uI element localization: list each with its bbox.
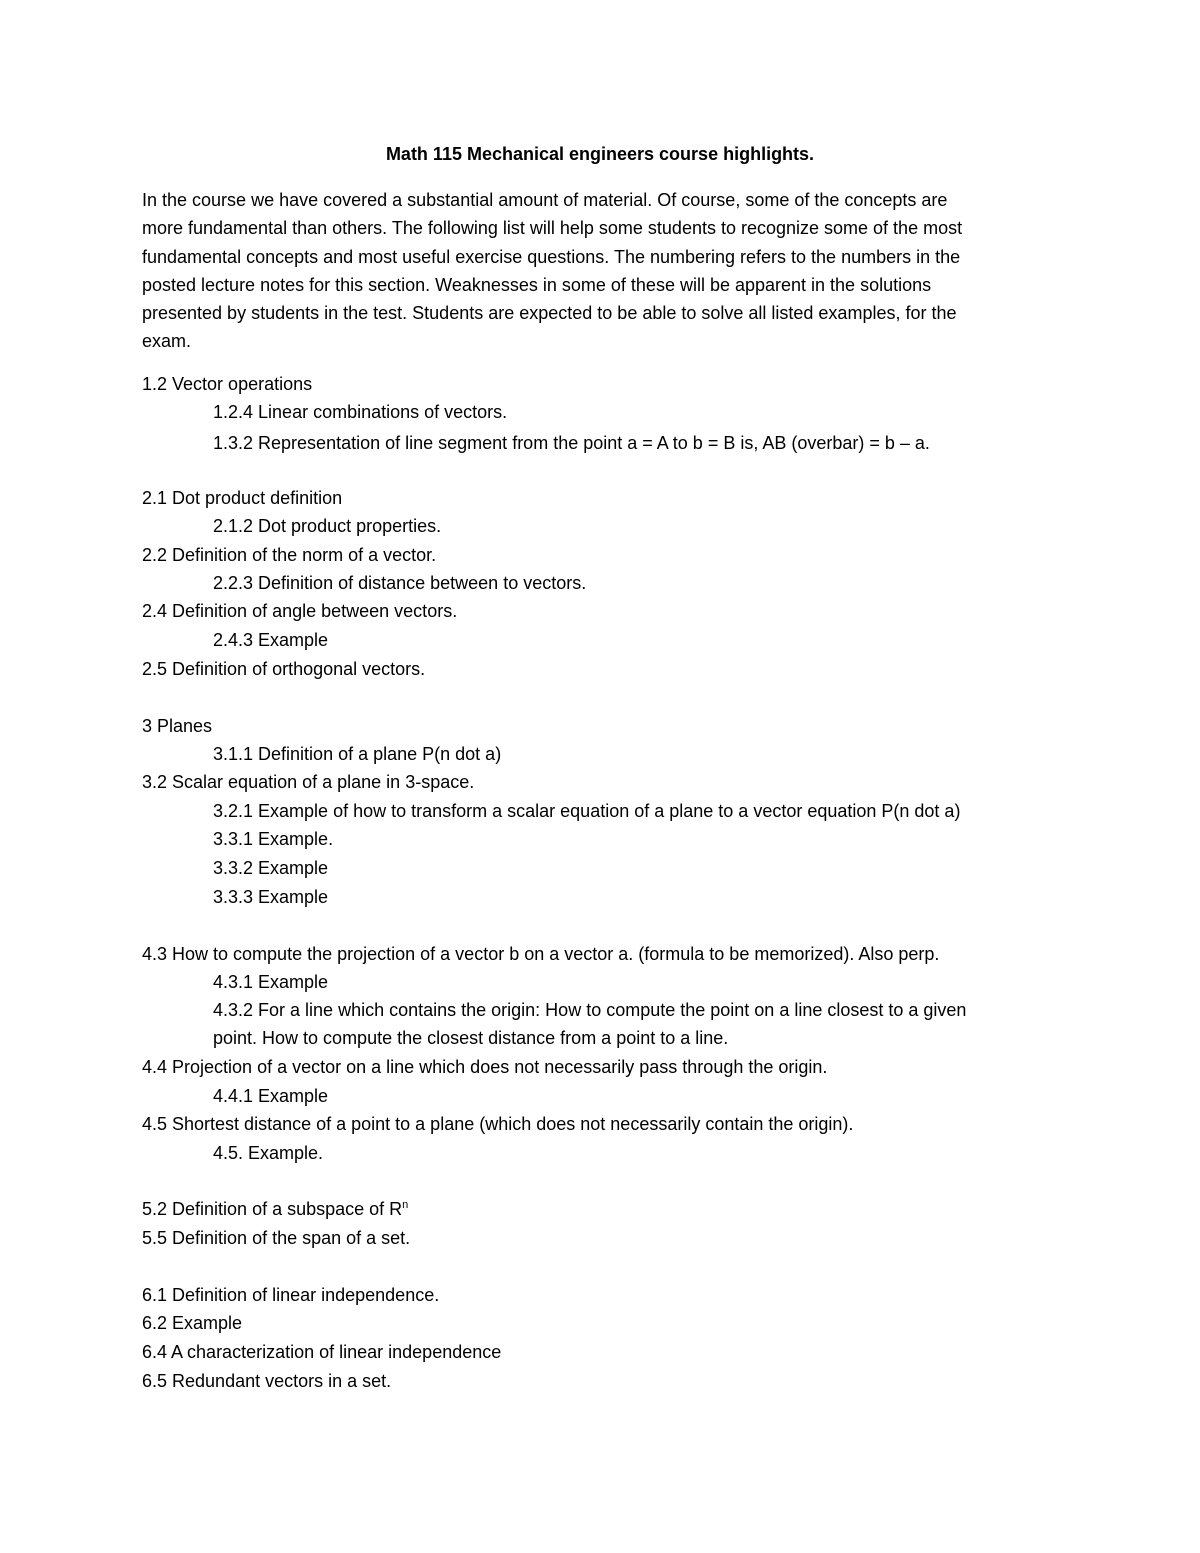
subsection-item: 4.4.1 Example bbox=[213, 1086, 329, 1106]
subsection-item: 1.3.2 Representation of line segment from the point a = A to b = B is, AB (overbar) = b – a. bbox=[213, 433, 930, 453]
intro-line: In the course we have covered a substantial amount of material. Of course, some of the concepts are bbox=[142, 190, 948, 210]
section-heading: 4.4 Projection of a vector on a line which does not necessarily pass through the origin. bbox=[142, 1057, 828, 1077]
section-heading: 2.5 Definition of orthogonal vectors. bbox=[142, 659, 426, 679]
intro-paragraph bbox=[142, 186, 1062, 356]
superscript-n: n bbox=[402, 1199, 409, 1211]
intro-line: fundamental concepts and most useful exercise questions. The numbering refers to the numbers in the bbox=[142, 246, 961, 267]
section-heading: 3 Planes bbox=[142, 716, 213, 736]
intro-line: exam. bbox=[142, 331, 192, 352]
subsection-item: 3.1.1 Definition of a plane P(n dot a) bbox=[213, 744, 502, 764]
section-heading: 6.2 Example bbox=[142, 1313, 243, 1333]
section-heading: 6.4 A characterization of linear independence bbox=[142, 1342, 502, 1362]
section-heading: 2.1 Dot product definition bbox=[142, 488, 343, 508]
section-heading: 2.4 Definition of angle between vectors. bbox=[142, 601, 458, 621]
subsection-item: 4.3.1 Example bbox=[213, 972, 329, 992]
section-heading: 5.5 Definition of the span of a set. bbox=[142, 1228, 411, 1248]
intro-line: more fundamental than others. The following list will help some students to recognize some of the most bbox=[142, 218, 963, 239]
section-heading: 1.2 Vector operations bbox=[142, 374, 313, 394]
section-heading: 2.2 Definition of the norm of a vector. bbox=[142, 545, 437, 565]
subsection-item: 3.3.2 Example bbox=[213, 858, 329, 878]
subsection-item: 3.3.3 Example bbox=[213, 887, 329, 907]
subsection-item: 2.1.2 Dot product properties. bbox=[213, 516, 442, 536]
section-heading: 6.5 Redundant vectors in a set. bbox=[142, 1371, 392, 1391]
subsection-item: 3.3.1 Example. bbox=[213, 829, 334, 849]
subsection-item: 3.2.1 Example of how to transform a scalar equation of a plane to a vector equation P(n dot a) bbox=[213, 801, 961, 821]
intro-line: presented by students in the test. Students are expected to be able to solve all listed examples, for the bbox=[142, 303, 957, 324]
subsection-item-continued: point. How to compute the closest distance from a point to a line. bbox=[213, 1028, 729, 1048]
document-title: Math 115 Mechanical engineers course highlights. bbox=[385, 144, 815, 164]
section-heading: 6.1 Definition of linear independence. bbox=[142, 1285, 440, 1305]
subsection-item: 1.2.4 Linear combinations of vectors. bbox=[213, 402, 508, 422]
subsection-item: 4.5. Example. bbox=[213, 1143, 324, 1163]
subsection-item: 2.4.3 Example bbox=[213, 630, 329, 650]
subspace-text: 5.2 Definition of a subspace of R bbox=[142, 1199, 403, 1219]
subsection-item: 4.3.2 For a line which contains the origin: How to compute the point on a line closest to a given bbox=[213, 1000, 967, 1020]
section-heading: 4.5 Shortest distance of a point to a plane (which does not necessarily contain the origin). bbox=[142, 1114, 854, 1134]
section-heading: 4.3 How to compute the projection of a vector b on a vector a. (formula to be memorized). Also perp. bbox=[142, 944, 940, 964]
section-heading-subspace bbox=[142, 1197, 408, 1221]
subsection-item: 2.2.3 Definition of distance between to vectors. bbox=[213, 573, 587, 593]
intro-line: posted lecture notes for this section. Weaknesses in some of these will be apparent in the solutions bbox=[142, 274, 932, 295]
section-heading: 3.2 Scalar equation of a plane in 3-space. bbox=[142, 772, 475, 792]
